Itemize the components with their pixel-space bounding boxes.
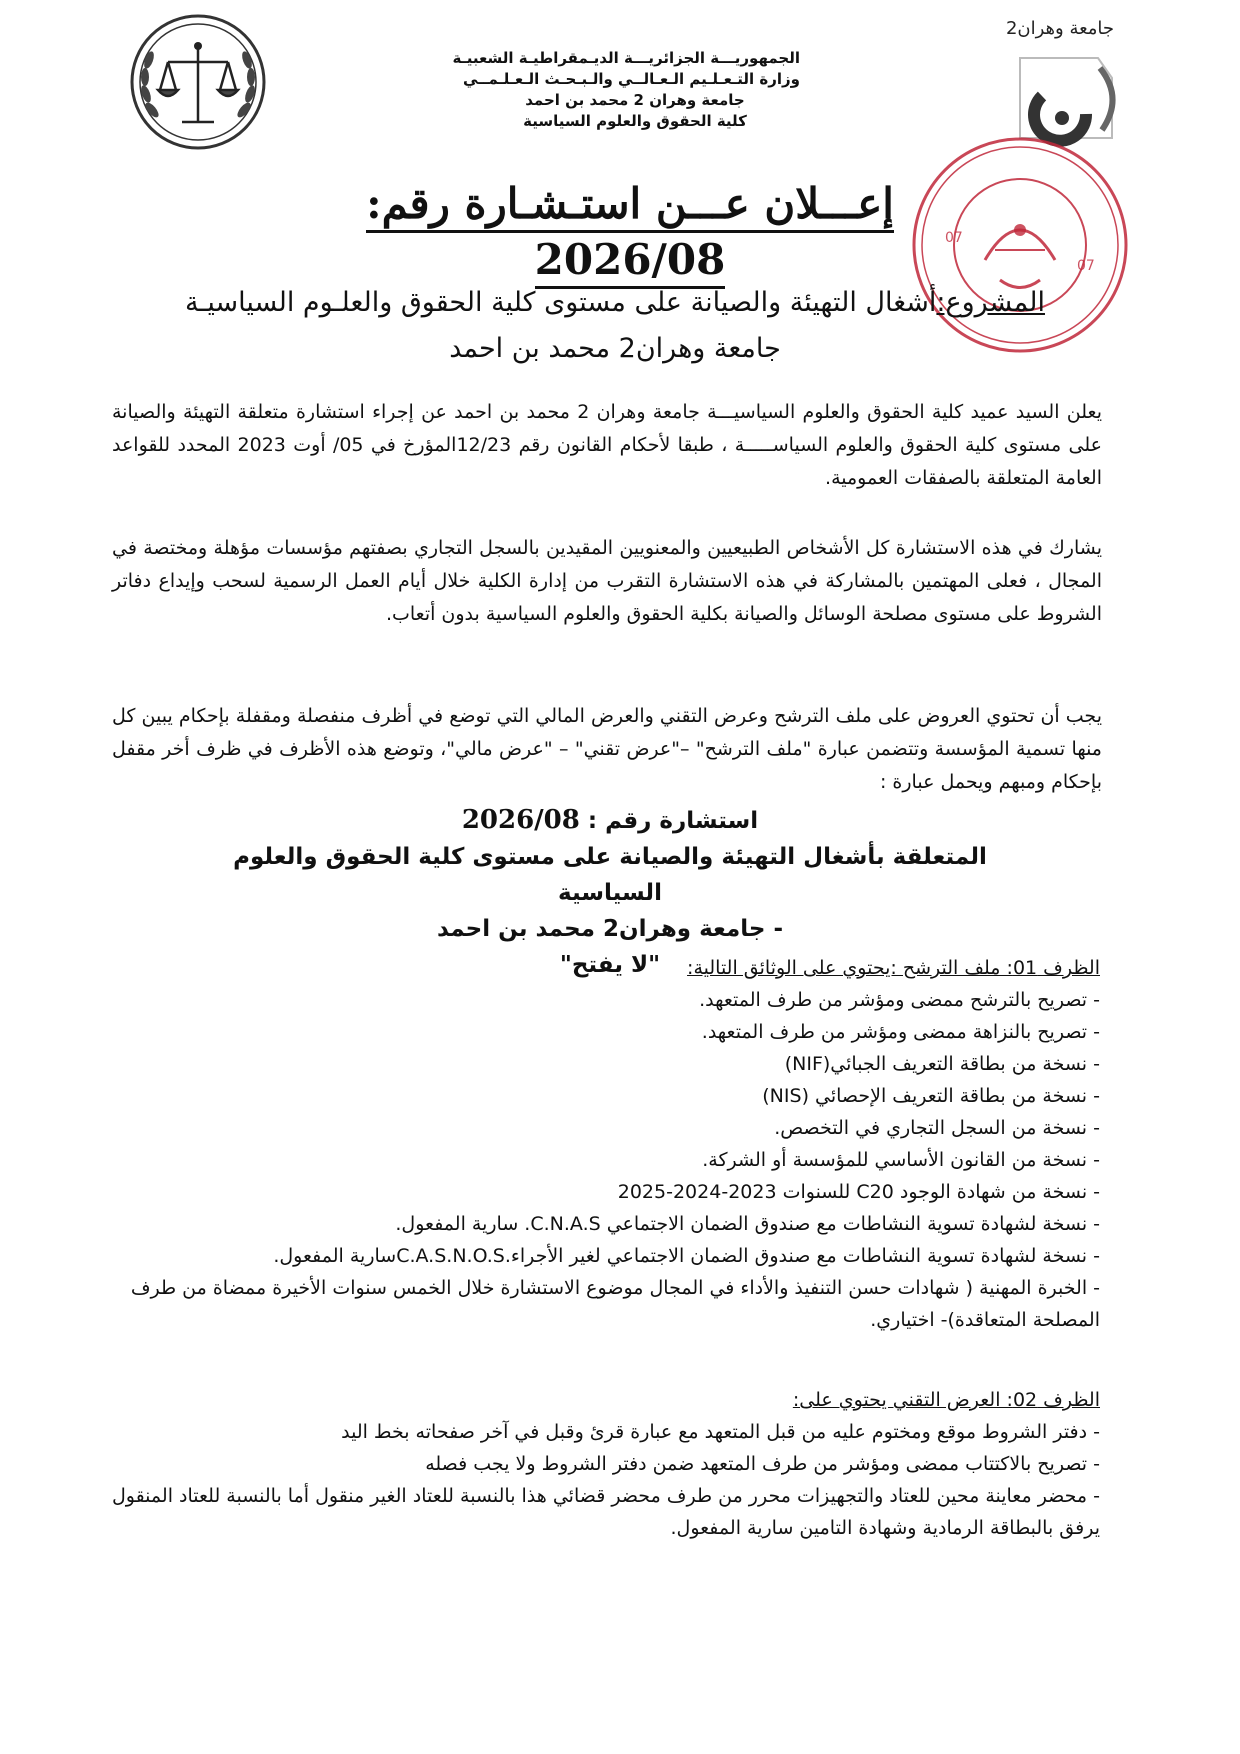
- project-label: المشروع:: [936, 287, 1045, 318]
- list-item: - نسخة من بطاقة التعريف الجبائي(NIF): [784, 1053, 1100, 1075]
- list-item: - الخبرة المهنية ( شهادات حسن التنفيذ والأداء في المجال موضوع الاستشارة خلال الخمس سنوات الأخيرة ممضاة من طرف المصلحة المتعاقدة)- اختياري.: [130, 1277, 1100, 1331]
- project-line-1: [150, 280, 1080, 326]
- consultation-number-line: [180, 802, 1040, 839]
- ministry-header: [452, 48, 800, 132]
- envelope-2-list: [100, 1384, 1100, 1544]
- envelope-subject: المتعلقة بأشغال التهيئة والصيانة على مستوى كلية الحقوق والعلوم السياسية: [233, 844, 987, 906]
- ministry-name: وزارة التـعـلـيم الـعـالــي والـبـحـث الـعـلـمــي: [463, 70, 800, 88]
- project-description: أشغال التهيئة والصيانة على مستوى كلية الحقوق والعلـوم السياسيـة: [185, 287, 937, 318]
- list-item: - نسخة من بطاقة التعريف الإحصائي (NIS): [762, 1085, 1100, 1107]
- envelope-2-heading: الظرف 02: العرض التقني يحتوي على:: [792, 1389, 1100, 1411]
- scales-of-justice-icon: [118, 10, 278, 160]
- paragraph-offers: يجب أن تحتوي العروض على ملف الترشح وعرض التقني والعرض المالي التي توضع في أظرف منفصلة ومقفلة بإحكام يبين كل منها تسمية المؤسسة وتتضمن عبارة "ملف الترشح" –"عرض تقني" – "عرض مالي"، وتوضع هذه الأظرف في ظرف أخر مقفل بإحكام ومبهم ويحمل عبارة :: [112, 705, 1102, 793]
- paragraph-announcement: يعلن السيد عميد كلية الحقوق والعلوم السياسيـــة جامعة وهران 2 محمد بن احمد عن إجراء استشارة متعلقة التهيئة والصيانة على مستوى كلية الحقوق والعلوم السياســـــة ، طبقا لأحكام القانون رقم 12/23المؤرخ في 05/ أوت 2023 المحدد للقواعد العامة المتعلقة بالصفقات العمومية.: [112, 401, 1102, 489]
- envelope-1-heading: الظرف 01: ملف الترشح :يحتوي على الوثائق التالية:: [687, 957, 1100, 979]
- university-logo-text: جامعة وهران2: [1005, 18, 1115, 39]
- consultation-number: 2026/08: [461, 805, 580, 835]
- announcement-title: [290, 176, 970, 288]
- list-item: - تصريح بالاكتتاب ممضى ومؤشر من طرف المتعهد ضمن دفتر الشروط ولا يجب فصله: [425, 1453, 1100, 1475]
- list-item: - نسخة لشهادة تسوية النشاطات مع صندوق الضمان الاجتماعي C.N.A.S. سارية المفعول.: [395, 1213, 1100, 1235]
- paragraph-participants: يشارك في هذه الاستشارة كل الأشخاص الطبيعيين والمعنويين المقيدين بالسجل التجاري بصفتهم مؤسسات مؤهلة ومختصة في المجال ، فعلى المهتمين بالمشاركة في هذه الاستشارة التقرب من إدارة الكلية خلال أيام العمل الرسمية لسحب وإيداع دفاتر الشروط على مستوى مصلحة الوسائل والصيانة بكلية الحقوق والعلوم السياسية بدون أتعاب.: [112, 537, 1102, 625]
- project-line-2: جامعة وهران2 محمد بن احمد: [449, 333, 781, 364]
- faculty-name: كلية الحقوق والعلوم السياسية: [523, 112, 747, 130]
- list-item: - تصريح بالترشح ممضى ومؤشر من طرف المتعهد.: [699, 989, 1100, 1011]
- svg-text:07: 07: [945, 230, 963, 246]
- country-name: الجمهوريـــة الجزائريـــة الديـمقراطيـة الشعبيـة: [452, 49, 800, 67]
- list-item: - نسخة لشهادة تسوية النشاطات مع صندوق الضمان الاجتماعي لغير الأجراء.C.A.S.N.O.Sسارية المفعول.: [273, 1245, 1100, 1267]
- svg-text:07: 07: [1077, 258, 1095, 274]
- list-item: - نسخة من السجل التجاري في التخصص.: [774, 1117, 1100, 1139]
- consultation-label: استشارة رقم :: [587, 808, 759, 834]
- university-name: جامعة وهران 2 محمد بن احمد: [525, 91, 745, 109]
- envelope-university: - جامعة وهران2 محمد بن احمد: [436, 916, 784, 942]
- list-item: - نسخة من شهادة الوجود C20 للسنوات 2023-2024-2025: [617, 1181, 1100, 1203]
- project-block: [150, 280, 1080, 372]
- list-item: - محضر معاينة محين للعتاد والتجهيزات محرر من طرف محضر قضائي هذا بالنسبة للعتاد الغير منقول أما بالنسبة للعتاد المنقول يرفق بالبطاقة الرمادية وشهادة التامين سارية المفعول.: [111, 1485, 1100, 1539]
- envelope-1-list: [100, 952, 1100, 1336]
- list-item: - نسخة من القانون الأساسي للمؤسسة أو الشركة.: [702, 1149, 1100, 1171]
- envelope-do-not-open: "لا يفتح": [559, 952, 661, 978]
- list-item: - تصريح بالنزاهة ممضى ومؤشر من طرف المتعهد.: [701, 1021, 1100, 1043]
- list-item: - دفتر الشروط موقع ومختوم عليه من قبل المتعهد مع عبارة قرئ وقبل في آخر صفحاته بخط اليد: [341, 1421, 1100, 1443]
- title-text: إعـــلان عـــن استـشـارة رقم: 2026/08: [366, 179, 894, 289]
